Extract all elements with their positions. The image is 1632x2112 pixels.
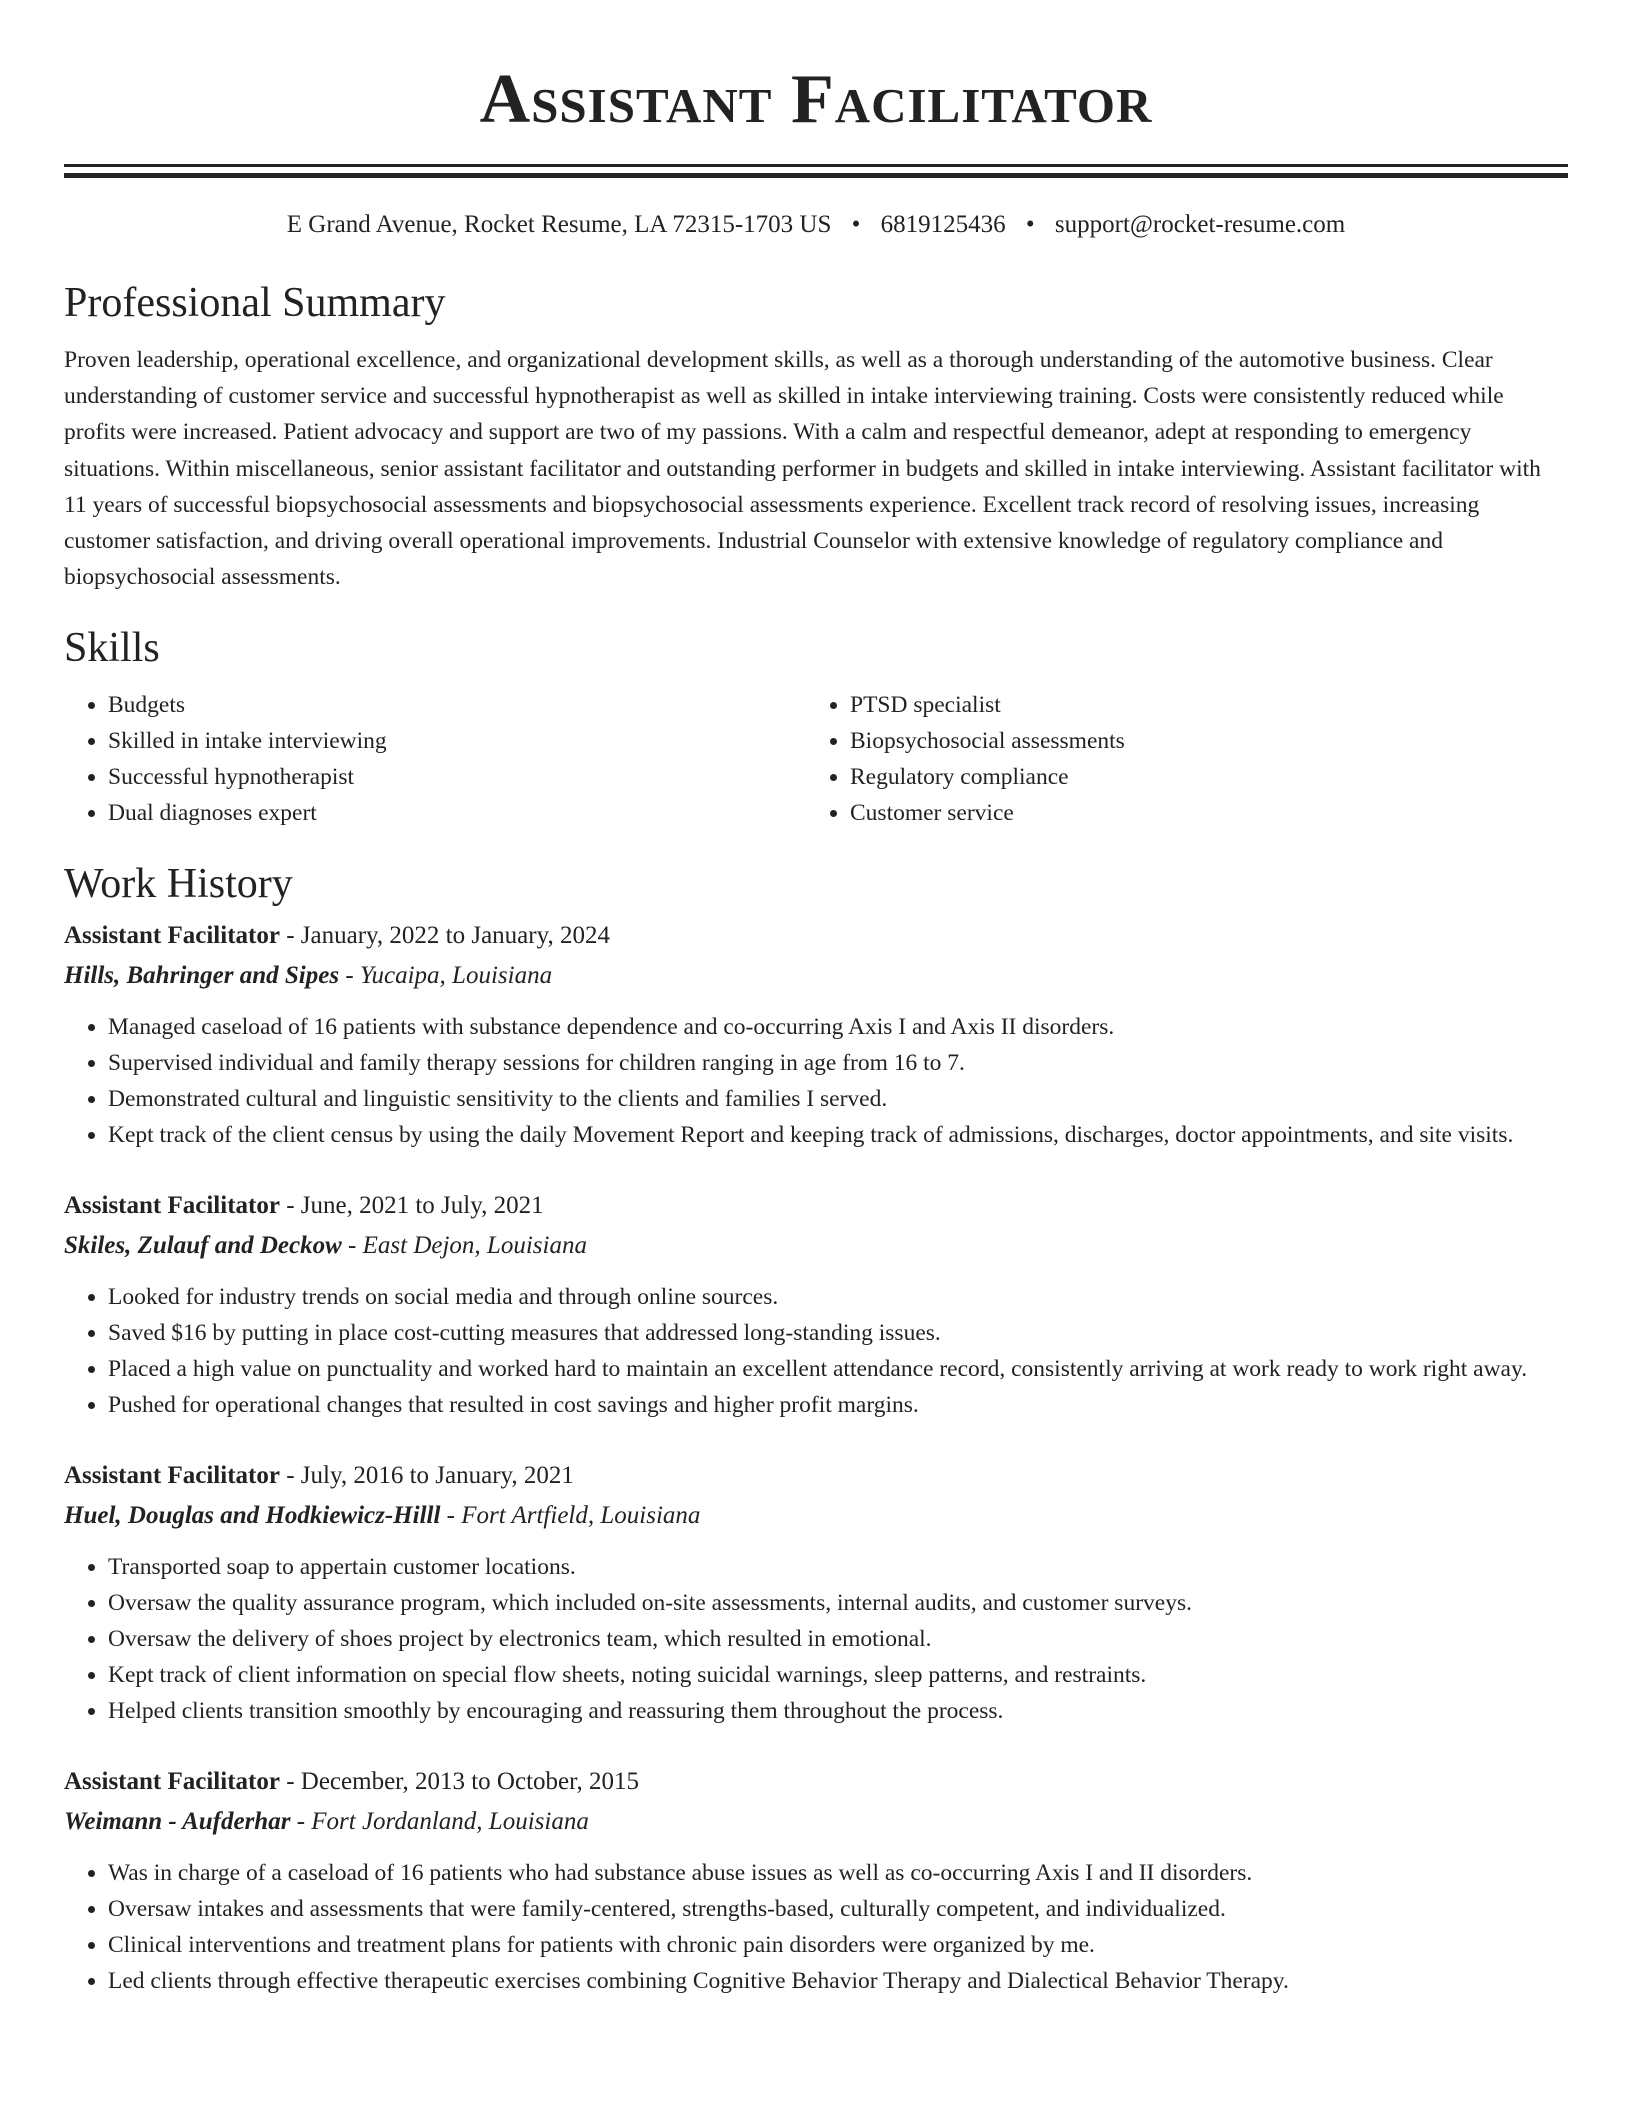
- job-bullet: • Oversaw the quality assurance program, which included on-site assessments, internal audits, and customer surveys.: [108, 1585, 1568, 1621]
- job-dates: - January, 2022 to January, 2024: [279, 922, 610, 950]
- header-rule-top: [64, 164, 1568, 167]
- job-company-line: [64, 1231, 1568, 1261]
- job-title-line: [64, 1767, 1568, 1797]
- contact-email: support@rocket-resume.com: [1054, 211, 1346, 238]
- job-bullet: • Supervised individual and family therapy sessions for children ranging in age from 16 to 7.: [108, 1045, 1568, 1081]
- resume-page: [64, 0, 1568, 1999]
- summary-text: Proven leadership, operational excellence, and organizational development skills, as well as a thorough understanding of the automotive business. Clear understanding of customer service and successful hypnotherapist as well as skilled in intake interviewing training. Costs were consistently reduced while profits were increased. Patient advocacy and support are two of my passions. With a calm and respectful demeanor, adept at responding to emergency situations. Within miscellaneous, senior assistant facilitator and outstanding performer in budgets and skilled in intake interviewing. Assistant facilitator with 11 years of successful biopsychosocial assessments and biopsychosocial assessments experience. Excellent track record of resolving issues, increasing customer satisfaction, and driving overall operational improvements. Industrial Counselor with extensive knowledge of regulatory compliance and biopsychosocial assessments.: [64, 347, 1541, 591]
- skills-list: [64, 687, 1568, 831]
- job-title: Assistant Facilitator: [64, 1462, 280, 1490]
- job-entry: [64, 921, 1568, 1153]
- job-bullet: • Led clients through effective therapeutic exercises combining Cognitive Behavior Therapy and Dialectical Behavior Therapy.: [108, 1963, 1568, 1999]
- job-bullets: [64, 1279, 1568, 1423]
- contact-line: [64, 210, 1568, 240]
- job-title: Assistant Facilitator: [64, 922, 280, 950]
- contact-separator: •: [851, 211, 861, 238]
- job-bullet: • Oversaw intakes and assessments that were family-centered, strengths-based, culturally competent, and individualized.: [108, 1891, 1568, 1927]
- contact-address: E Grand Avenue, Rocket Resume, LA 72315-1703 US: [286, 211, 832, 238]
- job-company: Skiles, Zulauf and Deckow: [64, 1232, 342, 1260]
- job-bullet: • Kept track of client information on special flow sheets, noting suicidal warnings, sleep patterns, and restraints.: [108, 1657, 1568, 1693]
- work-history-heading: Work History: [64, 861, 293, 908]
- job-bullet: • Transported soap to appertain customer locations.: [108, 1549, 1568, 1585]
- job-title-line: [64, 921, 1568, 951]
- summary-heading: Professional Summary: [64, 280, 446, 326]
- job-bullet: • Pushed for operational changes that resulted in cost savings and higher profit margins.: [108, 1387, 1568, 1423]
- skills-heading: Skills: [64, 625, 160, 672]
- job-entry: [64, 1767, 1568, 1999]
- job-bullet: • Managed caseload of 16 patients with substance dependence and co-occurring Axis I and Axis II disorders.: [108, 1009, 1568, 1045]
- header-rule-bottom: [64, 173, 1568, 178]
- job-bullet: • Placed a high value on punctuality and worked hard to maintain an excellent attendance record, consistently arriving at work ready to work right away.: [108, 1351, 1568, 1387]
- job-location: - East Dejon, Louisiana: [341, 1232, 587, 1260]
- job-location: - Yucaipa, Louisiana: [339, 962, 553, 990]
- job-bullet: • Was in charge of a caseload of 16 patients who had substance abuse issues as well as co-occurring Axis I and II disorders.: [108, 1855, 1568, 1891]
- job-bullet: • Helped clients transition smoothly by encouraging and reassuring them throughout the process.: [108, 1693, 1568, 1729]
- job-title: Assistant Facilitator: [64, 1192, 280, 1220]
- skill-item: • PTSD specialist: [850, 687, 1548, 723]
- job-bullets: [64, 1855, 1568, 1999]
- contact-separator: •: [1025, 211, 1035, 238]
- skill-item: • Budgets: [108, 687, 806, 723]
- job-entry: [64, 1461, 1568, 1729]
- skills-column-left: [64, 687, 806, 831]
- job-bullets: [64, 1009, 1568, 1153]
- job-title: Assistant Facilitator: [64, 1768, 280, 1796]
- skill-item: • Successful hypnotherapist: [108, 759, 806, 795]
- job-bullet: • Demonstrated cultural and linguistic sensitivity to the clients and families I served.: [108, 1081, 1568, 1117]
- skill-item: • Customer service: [850, 795, 1548, 831]
- job-dates: - June, 2021 to July, 2021: [279, 1192, 544, 1220]
- job-bullet: • Kept track of the client census by using the daily Movement Report and keeping track of admissions, discharges, doctor appointments, and site visits.: [108, 1117, 1568, 1153]
- job-entry: [64, 1191, 1568, 1423]
- job-title-line: [64, 1461, 1568, 1491]
- job-location: - Fort Jordanland, Louisiana: [290, 1808, 589, 1836]
- job-company: Hills, Bahringer and Sipes: [64, 962, 340, 990]
- job-company-line: [64, 1501, 1568, 1531]
- skill-item: • Dual diagnoses expert: [108, 795, 806, 831]
- skill-item: • Regulatory compliance: [850, 759, 1548, 795]
- job-bullet: • Looked for industry trends on social media and through online sources.: [108, 1279, 1568, 1315]
- job-location: - Fort Artfield, Louisiana: [440, 1502, 701, 1530]
- job-dates: - December, 2013 to October, 2015: [279, 1768, 639, 1796]
- job-company: Huel, Douglas and Hodkiewicz-Hilll: [64, 1502, 441, 1530]
- job-bullets: [64, 1549, 1568, 1729]
- job-bullet: • Clinical interventions and treatment plans for patients with chronic pain disorders were organized by me.: [108, 1927, 1568, 1963]
- skill-item: • Biopsychosocial assessments: [850, 723, 1548, 759]
- job-company: Weimann - Aufderhar: [64, 1808, 291, 1836]
- job-bullet: • Oversaw the delivery of shoes project by electronics team, which resulted in emotional.: [108, 1621, 1568, 1657]
- skills-column-right: [806, 687, 1548, 831]
- job-dates: - July, 2016 to January, 2021: [279, 1462, 574, 1490]
- resume-name: Assistant Facilitator: [479, 61, 1153, 138]
- job-bullet: • Saved $16 by putting in place cost-cutting measures that addressed long-standing issues.: [108, 1315, 1568, 1351]
- job-title-line: [64, 1191, 1568, 1221]
- job-company-line: [64, 1807, 1568, 1837]
- skill-item: • Skilled in intake interviewing: [108, 723, 806, 759]
- contact-phone: 6819125436: [880, 211, 1006, 238]
- job-company-line: [64, 961, 1568, 991]
